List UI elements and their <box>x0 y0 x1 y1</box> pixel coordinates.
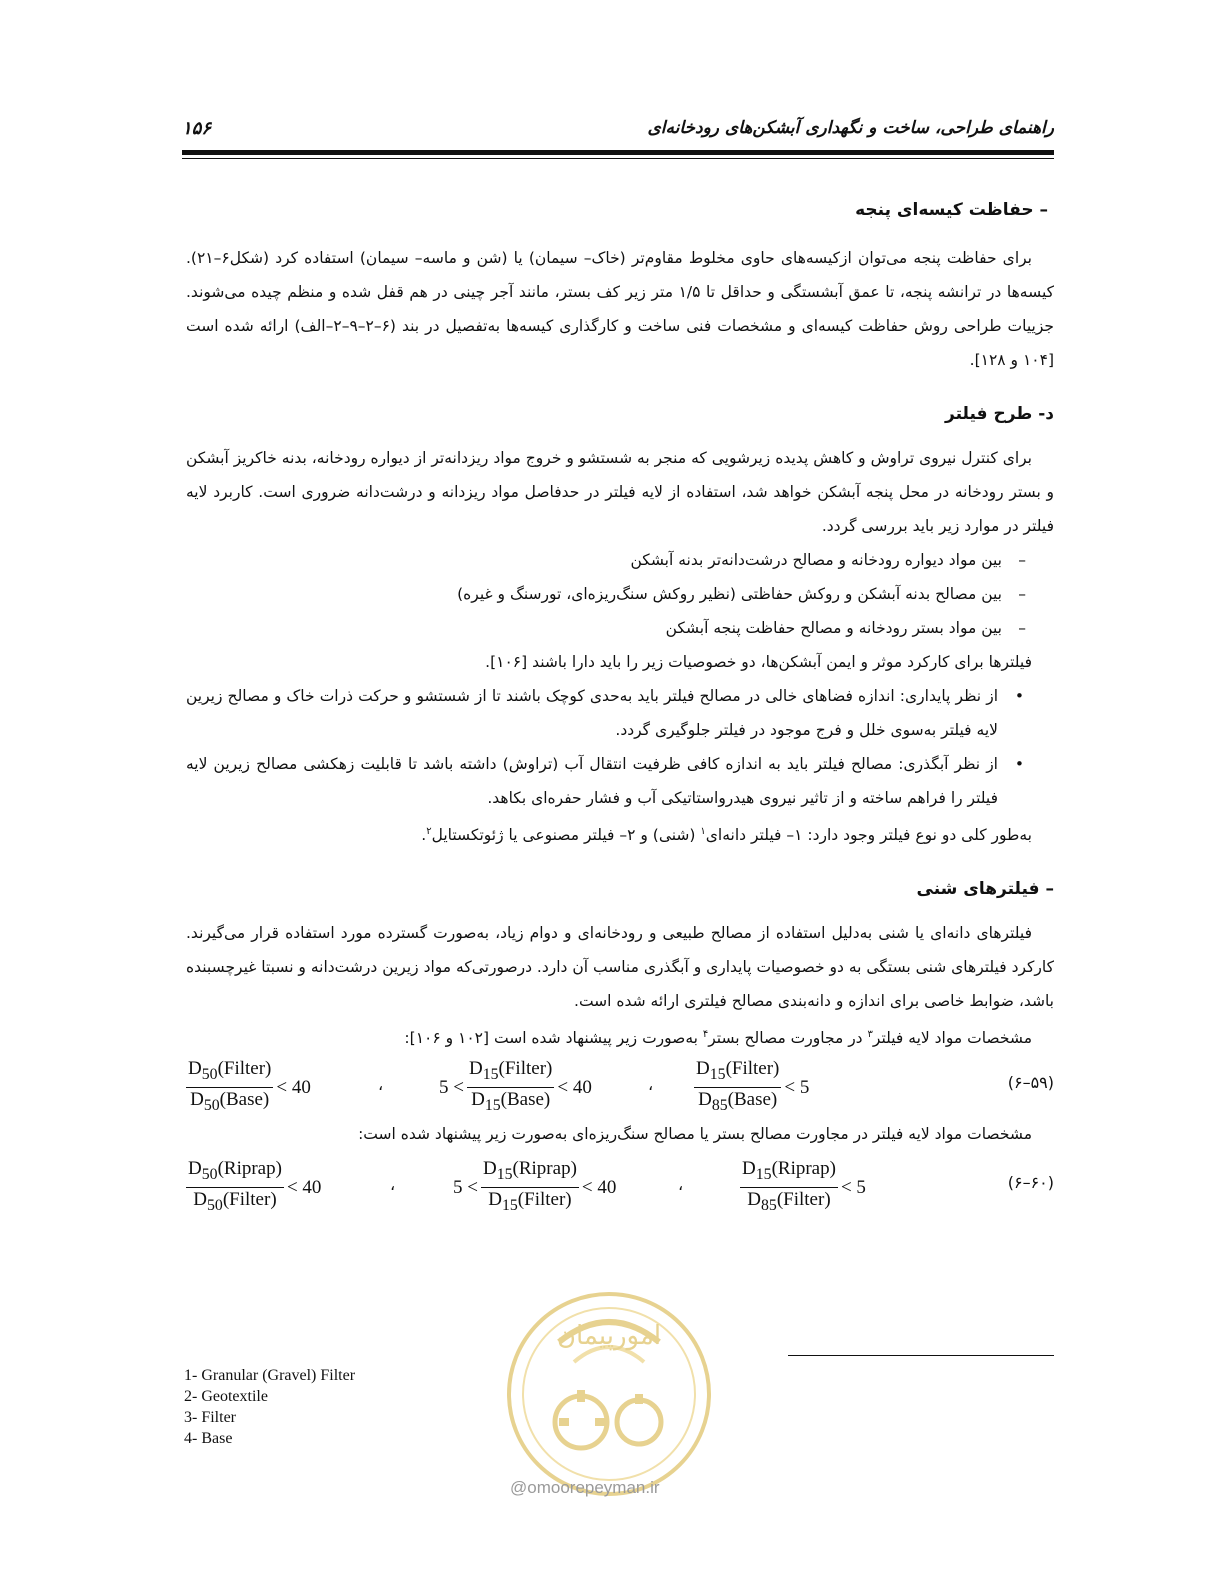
footnote-separator <box>788 1355 1054 1356</box>
section-heading-filter-design: د- طرح فیلتر <box>945 404 1054 424</box>
footnote-4: 4- Base <box>184 1430 233 1447</box>
list-item: – بین مواد بستر رودخانه و مصالح حفاظت پنجه آبشکن <box>186 611 1030 645</box>
paragraph-toe-bag: برای حفاظت پنجه می‌توان ازکیسه‌های حاوی مخلوط مقاوم‌تر (خاک– سیمان) یا (شن و ماسه– سیمان) استفاده کرد (شکل۶–۲۱). کیسه‌ها در ترانشه پنجه، تا عمق آبشستگی و حداقل تا ۱/۵ متر زیر کف بستر، مانند آجر چینی در هم قفل شده و منظم چیده می‌شوند. جزییات طراحی روش حفاظت کیسه‌ای و مشخصات فنی ساخت و کارگذاری کیسه‌ها به‌تفصیل در بند (۶–۲–۹–۲–الف) ارائه شده است [۱۰۴ و ۱۲۸]. <box>186 249 1055 369</box>
eq60-separator: ، <box>390 1177 396 1195</box>
footnote-3: 3- Filter <box>184 1409 236 1426</box>
spec-sentence-riprap: مشخصات مواد لایه فیلتر در مجاورت مصالح بستر یا مصالح سنگ‌ریزه‌ای به‌صورت زیر پیشنهاد شده است: <box>358 1125 1032 1144</box>
filter-types-text-b: (شنی) و ۲– فیلتر مصنوعی یا ژئوتکستایل <box>431 826 701 845</box>
eq60-criterion-d50: $\frac{D_{50}(Riprap)}{D_{50}(Filter)}$ < 40 <box>188 1158 322 1214</box>
page-number: ۱۵۶ <box>182 118 212 139</box>
spec-text-a: مشخصات مواد لایه فیلتر <box>872 1029 1032 1048</box>
running-title: راهنمای طراحی، ساخت و نگهداری آبشکن‌های رودخانه‌ای <box>647 118 1054 138</box>
page-body <box>186 195 1054 1217</box>
footnote-ref-4: ۴ <box>702 1029 709 1041</box>
spec-sentence-base <box>186 1018 1054 1055</box>
spec-text-b: در مجاورت مصالح بستر <box>708 1029 868 1048</box>
equation-number: (۶–۶۰) <box>1007 1173 1054 1193</box>
bullet-item-permeability: • از نظر آبگذری: مصالح فیلتر باید به اندازه کافی ظرفیت انتقال آب (تراوش) داشته باشد تا قابلیت زهکشی مصالح زیرین لایه فیلتر را فراهم ساخته و از تاثیر نیروی هیدرواستاتیکی آب و فشار حفره‌ای بکاهد. <box>186 747 1054 815</box>
watermark-logo-icon <box>498 1282 720 1502</box>
page-header <box>182 118 1054 144</box>
filter-properties-intro: فیلترها برای کارکرد موثر و ایمن آبشکن‌ها، دو خصوصیات زیر را باید دارا باشند [۱۰۶]. <box>485 653 1032 671</box>
watermark-url: @omoorepeyman.ir <box>510 1478 660 1497</box>
eq59-separator: ، <box>648 1077 654 1095</box>
eq59-separator: ، <box>378 1077 384 1095</box>
header-rule-thick <box>182 150 1054 155</box>
equation-number: (۶–۵۹) <box>1007 1073 1054 1093</box>
bullet-list <box>186 679 1054 815</box>
list-item: – بین مواد دیواره رودخانه و مصالح درشت‌دانه‌تر بدنه آبشکن <box>186 543 1030 577</box>
eq59-criterion-d15-ratio: 5 < $\frac{D_{15}(Filter)}{D_{15}(Base)}$ < 40 <box>439 1058 592 1114</box>
list-item: – بین مصالح بدنه آبشکن و روکش حفاظتی (نظیر روکش سنگ‌ریزه‌ای، تورسنگ و غیره) <box>186 577 1030 611</box>
bullet-item-stability: • از نظر پایداری: اندازه فضاهای خالی در مصالح فیلتر باید به‌حدی کوچک باشند تا از شستشو و حرکت ذرات خاک و مصالح زیرین لایه فیلتر به‌سوی خلل و فرج موجود در فیلتر جلوگیری گردد. <box>186 679 1054 747</box>
eq60-criterion-d15-ratio: 5 < $\frac{D_{15}(Riprap)}{D_{15}(Filter)}$ < 40 <box>453 1158 617 1214</box>
filter-types-sentence <box>186 815 1054 852</box>
footnote-1: 1- Granular (Gravel) Filter <box>184 1367 356 1384</box>
eq59-criterion-d50: $\frac{D_{50}(Filter)}{D_{50}(Base)}$ < 40 <box>188 1058 311 1114</box>
equation-6-59 <box>186 1055 1054 1117</box>
paragraph-filter-design: برای کنترل نیروی تراوش و کاهش پدیده زیرشویی که منجر به شستشو و خروج مواد ریزدانه‌تر از دیواره رودخانه، بدنه خاکریز آبشکن و بستر رودخانه در محل پنجه آبشکن خواهد شد، استفاده از لایه فیلتر در حدفاصل مواد ریزدانه و درشت‌دانه ضروری است. کاربرد لایه فیلتر در موارد زیر باید بررسی گردد. <box>186 449 1054 535</box>
footnote-ref-2: ۲ <box>426 826 432 837</box>
filter-types-text-a: به‌طور کلی دو نوع فیلتر وجود دارد: ۱– فیلتر دانه‌ای <box>705 826 1032 845</box>
eq60-separator: ، <box>678 1177 684 1195</box>
spec-text-c: به‌صورت زیر پیشنهاد شده است [۱۰۲ و ۱۰۶]: <box>404 1029 703 1048</box>
footnote-ref-3: ۳ <box>867 1029 873 1041</box>
footnote-ref-1: ۱ <box>700 826 706 837</box>
section-heading-gravel-filters: – فیلترهای شنی <box>916 879 1054 900</box>
eq60-criterion-d15-d85: $\frac{D_{15}(Riprap)}{D_{85}(Filter)}$ < 5 <box>742 1158 866 1214</box>
filter-types-text-c: . <box>421 826 427 845</box>
section-heading-toe-bag: – حفاظت کیسه‌ای پنجه <box>855 200 1048 220</box>
header-rule-thin <box>182 158 1054 159</box>
footnotes <box>184 1365 355 1449</box>
watermark-text: امورپیمان <box>556 1321 662 1351</box>
footnote-2: 2- Geotextile <box>184 1388 268 1405</box>
eq59-criterion-d15-d85: $\frac{D_{15}(Filter)}{D_{85}(Base)}$ < 5 <box>696 1058 810 1114</box>
dash-list <box>186 543 1030 645</box>
paragraph-gravel-filters: فیلترهای دانه‌ای یا شنی به‌دلیل استفاده از مصالح طبیعی و رودخانه‌ای و دوام زیاد، به‌صورت گسترده مورد استفاده قرار می‌گیرند. کارکرد فیلترهای شنی بستگی به دو خصوصیات پایداری و آبگذری مناسب آن دارد. درصورتی‌که مواد زیرین درشت‌دانه و نسبتا غیرچسبنده باشد، ضوابط خاصی برای اندازه و دانه‌بندی مصالح فیلتری ارائه شده است. <box>186 924 1054 1011</box>
equation-6-60 <box>186 1155 1054 1217</box>
